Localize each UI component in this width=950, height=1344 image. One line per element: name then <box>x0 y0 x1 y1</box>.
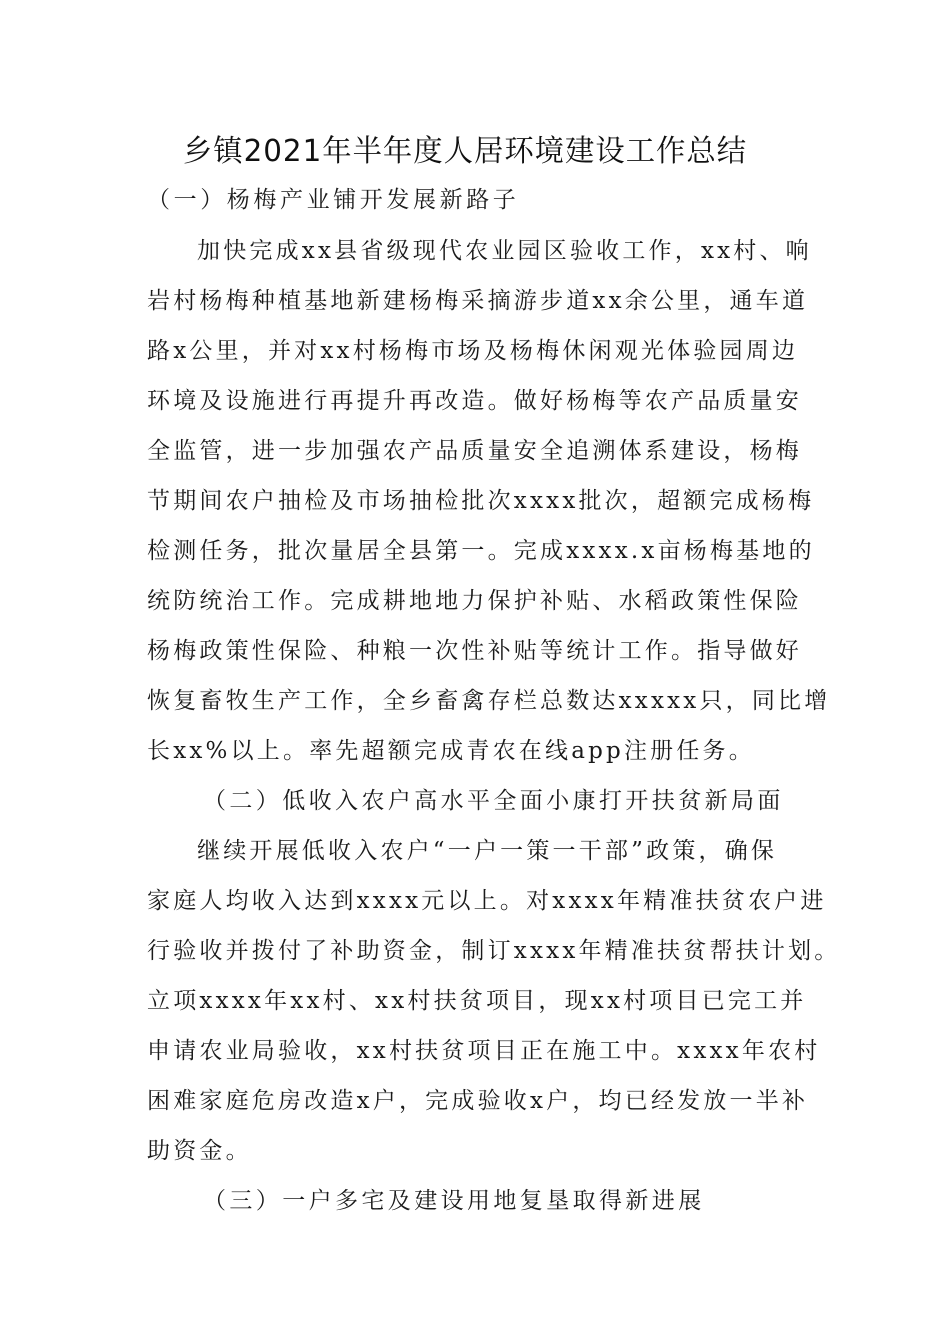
paragraph-line: 家庭人均收入达到xxxx元以上。对xxxx年精准扶贫农户进 <box>147 888 827 914</box>
paragraph-line: 加快完成xx县省级现代农业园区验收工作，xx村、响 <box>197 238 812 264</box>
section-heading-2: （二）低收入农户高水平全面小康打开扶贫新局面 <box>203 788 784 814</box>
paragraph-line: 检测任务，批次量居全县第一。完成xxxx.x亩杨梅基地的 <box>147 538 815 564</box>
paragraph-line: 行验收并拨付了补助资金，制订xxxx年精准扶贫帮扶计划。 <box>147 938 841 964</box>
paragraph-line: 统防统治工作。完成耕地地力保护补贴、水稻政策性保险 <box>147 588 802 614</box>
paragraph-line: 立项xxxx年xx村、xx村扶贫项目，现xx村项目已完工并 <box>147 988 807 1014</box>
paragraph-line: 助资金。 <box>147 1138 252 1164</box>
paragraph-line: 申请农业局验收，xx村扶贫项目正在施工中。xxxx年农村 <box>147 1038 821 1064</box>
paragraph-line: 岩村杨梅种植基地新建杨梅采摘游步道xx余公里，通车道 <box>147 288 809 314</box>
document-title: 乡镇2021年半年度人居环境建设工作总结 <box>182 134 748 169</box>
paragraph-line: 全监管，进一步加强农产品质量安全追溯体系建设，杨梅 <box>147 438 802 464</box>
paragraph-line: 路x公里，并对xx村杨梅市场及杨梅休闲观光体验园周边 <box>147 338 799 364</box>
paragraph-line: 节期间农户抽检及市场抽检批次xxxx批次，超额完成杨梅 <box>147 488 815 514</box>
section-heading-1: （一）杨梅产业铺开发展新路子 <box>147 187 520 213</box>
paragraph-line: 杨梅政策性保险、种粮一次性补贴等统计工作。指导做好 <box>147 638 802 664</box>
paragraph-line: 长xx%以上。率先超额完成青农在线app注册任务。 <box>147 738 755 764</box>
section-heading-3: （三）一户多宅及建设用地复垦取得新进展 <box>203 1188 705 1214</box>
paragraph-line: 恢复畜牧生产工作，全乡畜禽存栏总数达xxxxx只，同比增 <box>147 688 831 714</box>
paragraph-line: 继续开展低收入农户“一户一策一干部”政策，确保 <box>197 838 778 864</box>
paragraph-line: 环境及设施进行再提升再改造。做好杨梅等农产品质量安 <box>147 388 802 414</box>
paragraph-line: 困难家庭危房改造x户，完成验收x户，均已经发放一半补 <box>147 1088 809 1114</box>
